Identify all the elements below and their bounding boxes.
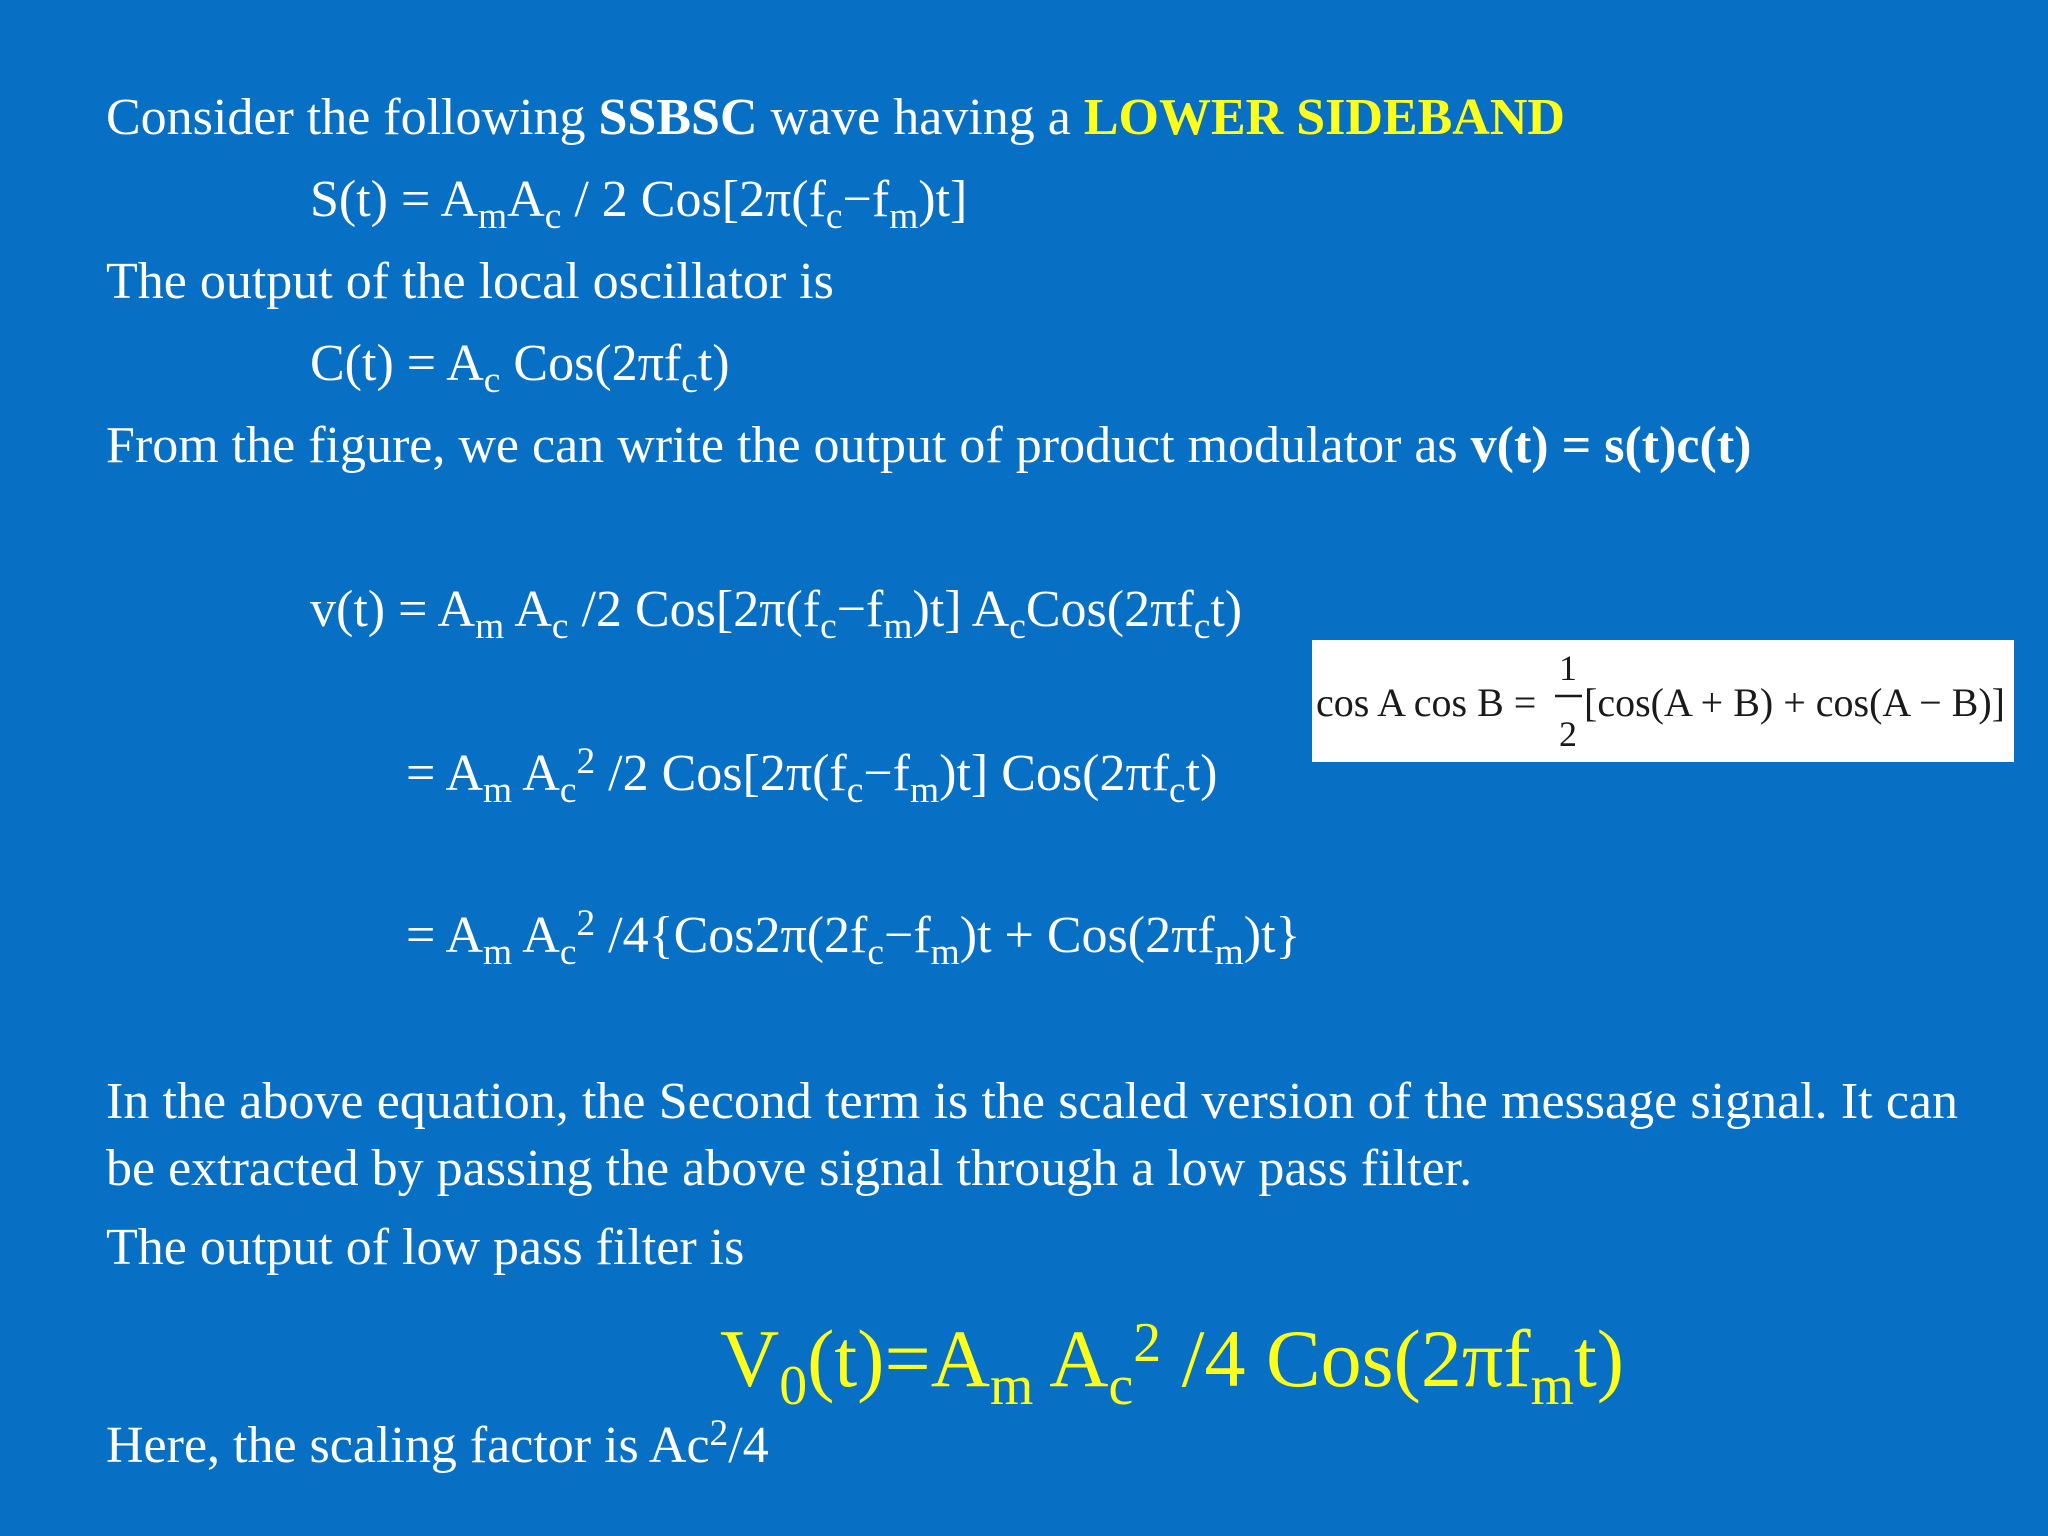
eq1-c2: c: [820, 605, 837, 647]
trig-identity-box: [1312, 640, 2014, 762]
eq3-c1: c: [559, 931, 577, 973]
intro-ssbsc: SSBSC: [598, 89, 758, 146]
eq2-sup: 2: [576, 741, 596, 783]
identity-num: 1: [1559, 648, 1577, 688]
signal-a2: A: [507, 171, 545, 228]
identity-den: 2: [1559, 714, 1577, 754]
eq3-g: )t}: [1243, 907, 1301, 964]
eq3-m1: m: [483, 931, 513, 973]
signal-lhs: S(t) =: [310, 171, 441, 228]
eq3-m3: m: [1214, 931, 1244, 973]
final-m2: m: [1530, 1354, 1574, 1417]
eq1-m2: m: [883, 605, 913, 647]
scaling-sup: 2: [709, 1413, 729, 1455]
eq2-e: −f: [863, 745, 911, 802]
eq3-b: A: [512, 907, 560, 964]
eq1-c3: c: [1009, 605, 1026, 647]
lpf-text: The output of low pass filter is: [106, 1219, 745, 1276]
equation-3: [406, 903, 1301, 973]
eq3-f: )t + Cos(2πf: [959, 907, 1215, 964]
eq1-c4: c: [1193, 605, 1211, 647]
eq3-d: /4{Cos2π(2f: [595, 907, 868, 964]
product-bold: v(t) = s(t)c(t): [1470, 417, 1752, 474]
eq3-sup: 2: [576, 903, 596, 945]
identity-rhs: [cos(A + B) + cos(A − B)]: [1584, 680, 2005, 725]
signal-sub-m: m: [478, 195, 508, 237]
eq2-a: = A: [406, 745, 484, 802]
osc-lhs: C(t) = A: [310, 335, 484, 392]
eq1-b: A: [504, 581, 552, 638]
intro-middle: wave having a: [757, 89, 1084, 146]
eq2-d: /2 Cos[2π(f: [595, 745, 847, 802]
oscillator-text: The output of the local oscillator is: [106, 253, 834, 310]
eq2-b: A: [512, 745, 560, 802]
oscillator-equation: [310, 335, 730, 401]
intro-line: [106, 89, 1565, 146]
eq2-c3: c: [1169, 769, 1186, 811]
signal-equation: [310, 171, 968, 237]
scaling-end: /4: [728, 1417, 769, 1474]
trig-identity: [1312, 640, 2014, 762]
eq1-e: −f: [836, 581, 884, 638]
final-d: /4 Cos(2πf: [1161, 1313, 1531, 1404]
product-text: [106, 417, 1752, 474]
scaling-factor-line: [106, 1413, 769, 1474]
signal-rest1: / 2 Cos[2π(f: [561, 171, 826, 228]
identity-lhs: cos A cos B =: [1316, 680, 1537, 725]
final-m1: m: [989, 1354, 1034, 1417]
eq2-c1: c: [559, 769, 577, 811]
final-b: (t)=A: [807, 1313, 990, 1404]
eq3-m2: m: [930, 931, 960, 973]
osc-mid: Cos(2πf: [500, 335, 682, 392]
eq2-c2: c: [846, 769, 864, 811]
signal-minus: −f: [842, 171, 890, 228]
osc-end: t): [697, 335, 730, 392]
intro-prefix: Consider the following: [106, 89, 599, 146]
eq1-g: Cos(2πf: [1025, 581, 1194, 638]
eq1-h: t): [1210, 581, 1243, 638]
eq1-a: v(t) = A: [310, 581, 476, 638]
eq2-m2: m: [910, 769, 940, 811]
osc-sub-c2: c: [681, 359, 698, 401]
final-c: A: [1033, 1313, 1109, 1404]
eq1-m1: m: [475, 605, 505, 647]
equation-2: [406, 741, 1218, 811]
eq2-f: )t] Cos(2πf: [939, 745, 1170, 802]
eq3-a: = A: [406, 907, 484, 964]
eq1-f: )t] A: [912, 581, 1010, 638]
eq2-g: t): [1185, 745, 1218, 802]
equation-1: [310, 581, 1243, 647]
final-c1: c: [1108, 1354, 1134, 1417]
signal-sub-c2: c: [825, 195, 843, 237]
eq2-m1: m: [483, 769, 513, 811]
signal-sub-c: c: [544, 195, 562, 237]
final-e: t): [1573, 1313, 1625, 1404]
product-prefix: From the figure, we can write the output of product modulator as: [106, 417, 1471, 474]
explanation-paragraph: In the above equation, the Second term is the scaled version of the message signal. It can be extracted by passing the above signal through a low pass filter.: [106, 1073, 1958, 1197]
final-sub0: 0: [779, 1354, 808, 1417]
final-a: V: [720, 1313, 780, 1404]
signal-rest2: )t]: [918, 171, 968, 228]
final-sup: 2: [1133, 1311, 1162, 1374]
final-equation: [720, 1311, 1625, 1417]
signal-sub-m2: m: [889, 195, 919, 237]
eq3-c2: c: [867, 931, 884, 973]
signal-a: A: [440, 171, 479, 228]
osc-sub-c: c: [483, 359, 501, 401]
eq1-c1: c: [551, 605, 569, 647]
eq3-e: −f: [884, 907, 931, 964]
eq1-d: /2 Cos[2π(f: [568, 581, 821, 638]
scaling-text: Here, the scaling factor is Ac: [106, 1417, 710, 1474]
intro-lower-sideband: LOWER SIDEBAND: [1083, 89, 1565, 146]
